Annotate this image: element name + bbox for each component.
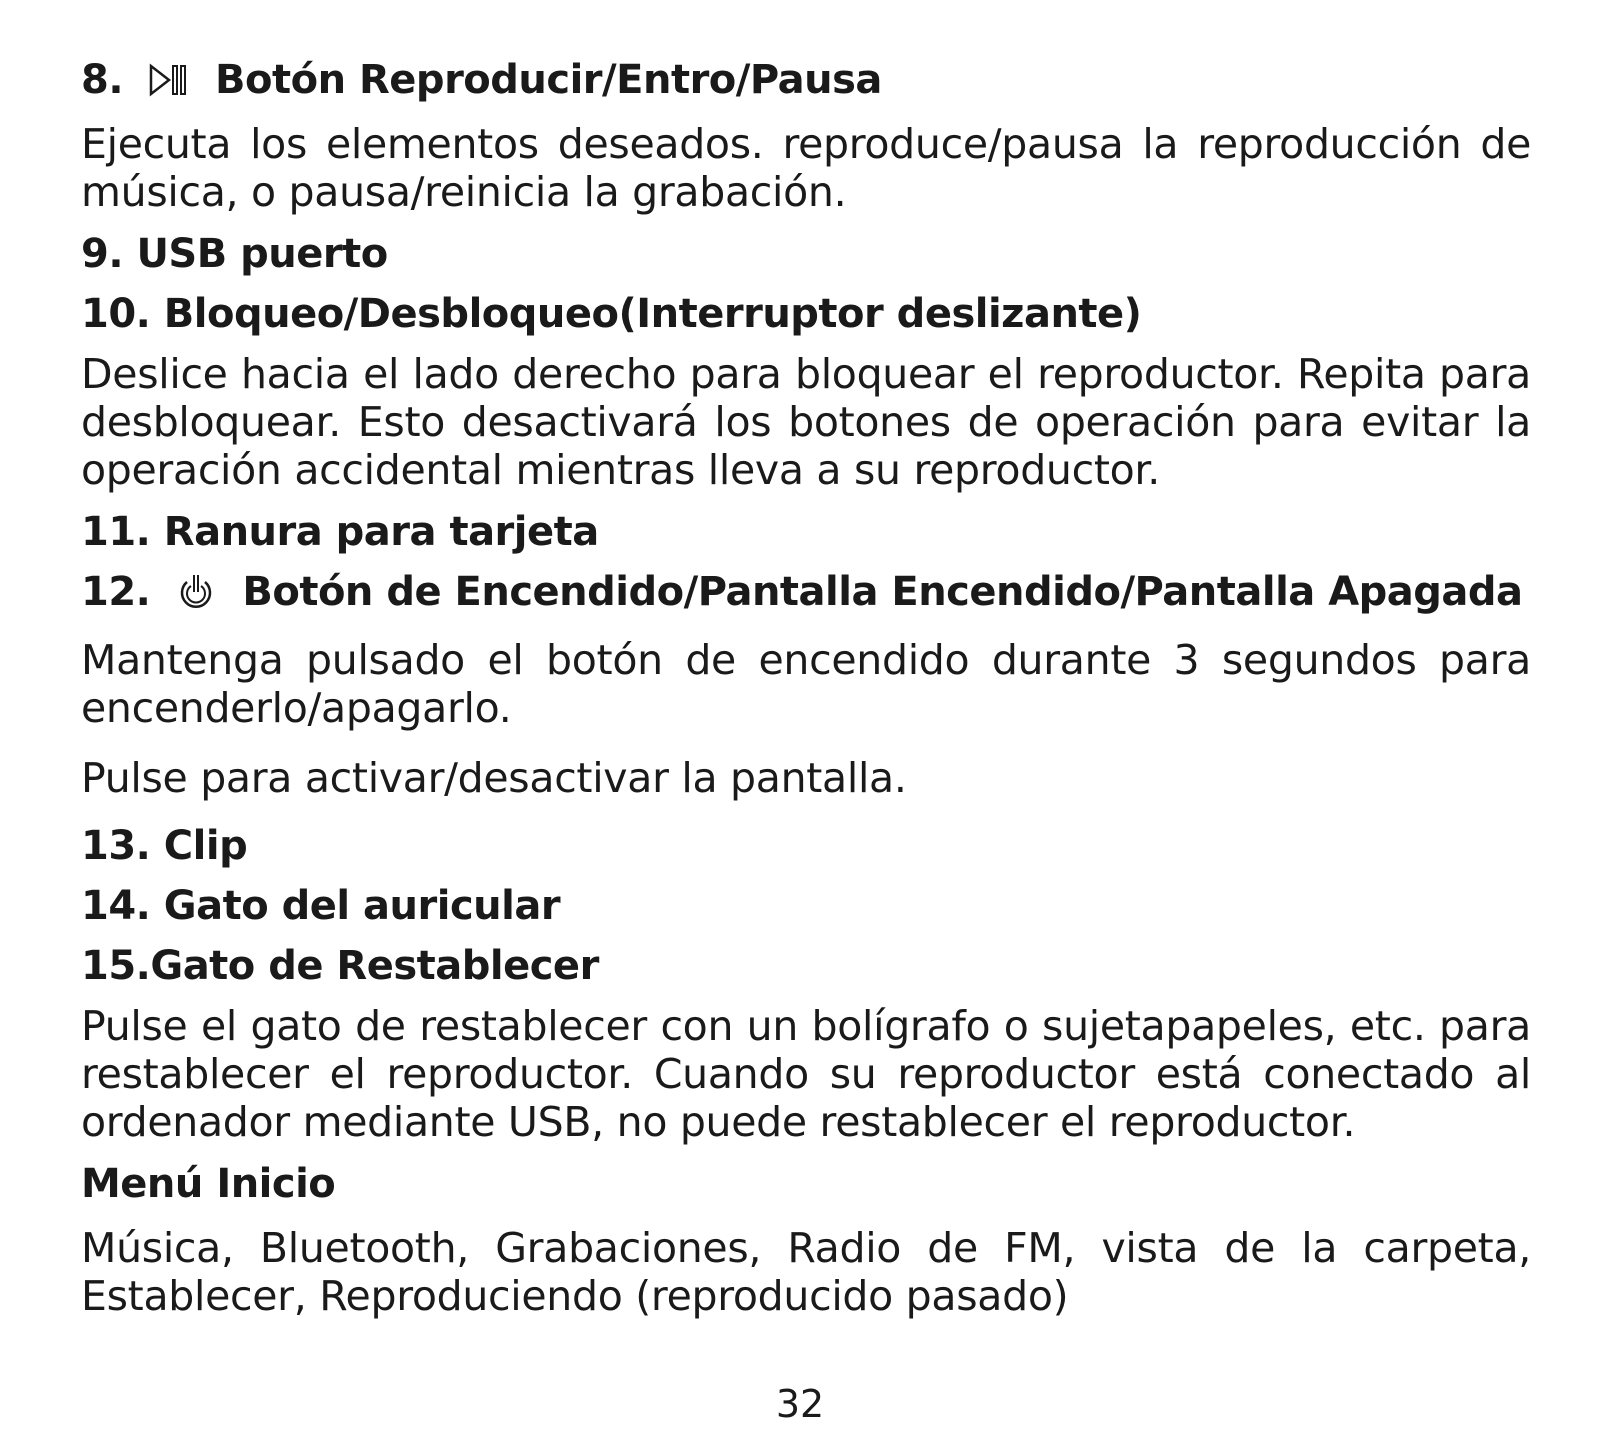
power-icon: [174, 572, 218, 612]
section-12-number: 12.: [81, 569, 151, 615]
section-8-number: 8.: [81, 57, 124, 103]
section-13-heading: 13. Clip: [81, 823, 248, 869]
section-8-title: Botón Reproducir/Entro/Pausa: [215, 57, 882, 103]
section-15-heading: 15.Gato de Restablecer: [81, 943, 599, 989]
section-10-heading: 10. Bloqueo/Desbloqueo(Interruptor deslizante): [81, 291, 1142, 337]
section-12-body-1: Mantenga pulsado el botón de encendido durante 3 segundos para encenderlo/apagarlo.: [81, 636, 1531, 732]
play-pause-icon: [147, 60, 191, 100]
section-12-heading: [81, 568, 1531, 616]
section-12-body-2: Pulse para activar/desactivar la pantalla.: [81, 754, 907, 802]
section-12-title: Botón de Encendido/Pantalla Encendido/Pantalla Apagada: [242, 569, 1523, 615]
menu-heading: Menú Inicio: [81, 1161, 336, 1207]
manual-page: [81, 56, 1531, 1334]
page-number: 32: [775, 1382, 825, 1426]
section-9-heading: 9. USB puerto: [81, 231, 388, 277]
menu-body: Música, Bluetooth, Grabaciones, Radio de FM, vista de la carpeta, Establecer, Reproduciendo (reproducido pasado): [81, 1224, 1531, 1320]
section-11-heading: 11. Ranura para tarjeta: [81, 509, 599, 555]
section-15-body: Pulse el gato de restablecer con un bolígrafo o sujetapapeles, etc. para restablecer el reproductor. Cuando su reproductor está conectado al ordenador mediante USB, no puede restablecer el reproductor.: [81, 1002, 1531, 1146]
section-10-body: Deslice hacia el lado derecho para bloquear el reproductor. Repita para desbloquear. Esto desactivará los botones de operación para evitar la operación accidental mientras lleva a su reproductor.: [81, 350, 1531, 494]
section-8-body: Ejecuta los elementos deseados. reproduce/pausa la reproducción de música, o pausa/reinicia la grabación.: [81, 120, 1531, 216]
section-8-heading: [81, 56, 1531, 104]
section-14-heading: 14. Gato del auricular: [81, 883, 561, 929]
